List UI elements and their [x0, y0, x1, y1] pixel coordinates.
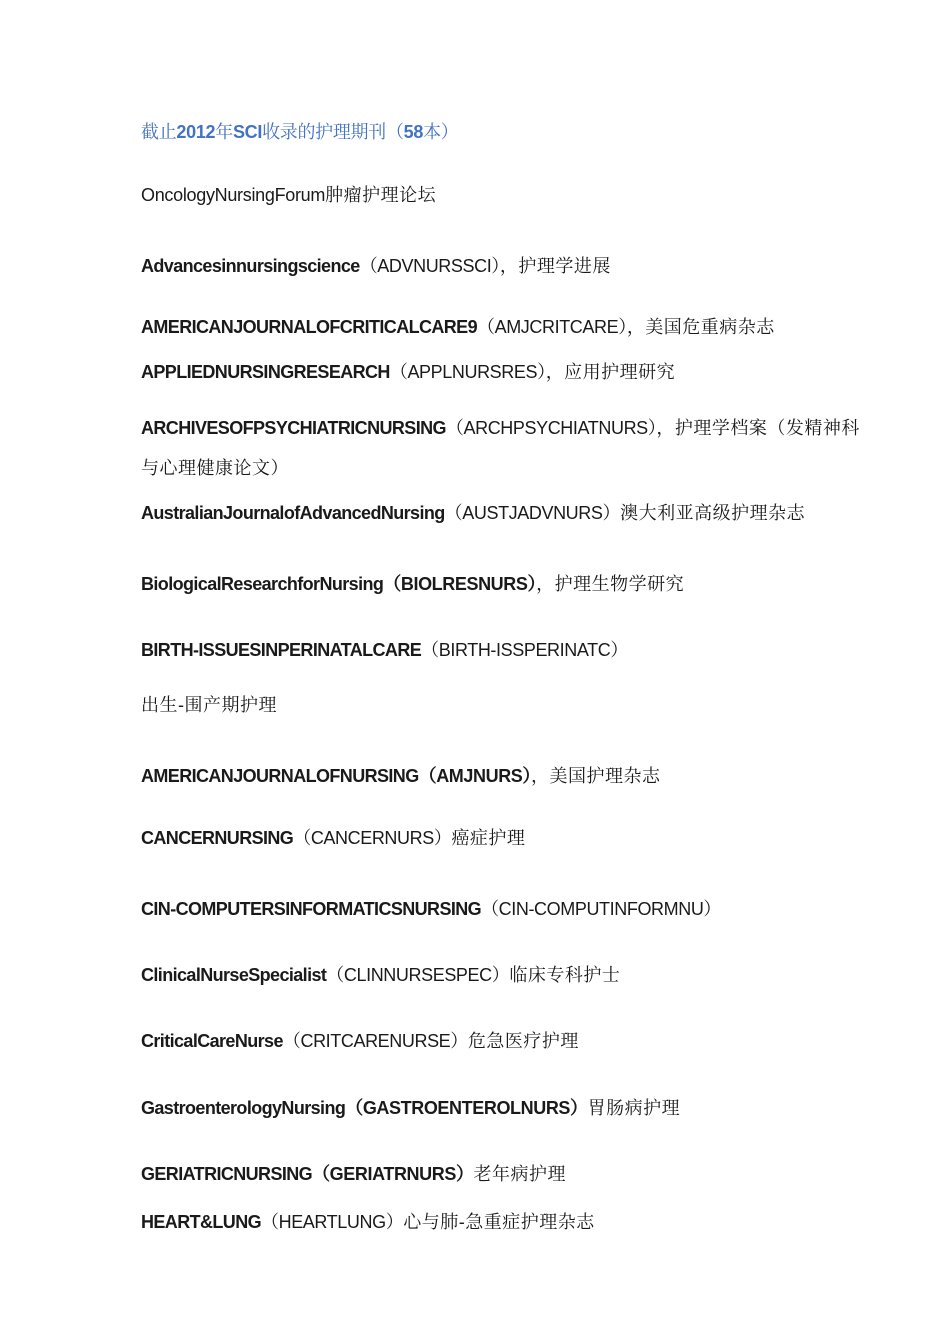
- journal-name: AMERICANJOURNALOFNURSING: [141, 766, 419, 786]
- journal-name: BIRTH-ISSUESINPERINATALCARE: [141, 640, 422, 660]
- journal-abbreviation: （CANCERNURS）: [293, 828, 452, 848]
- journal-entry: [141, 638, 821, 662]
- journal-chinese-name: ，护理学进展: [499, 256, 611, 276]
- journal-name: ClinicalNurseSpecialist: [141, 965, 327, 985]
- journal-entry: [141, 764, 821, 788]
- journal-chinese-name: 澳大利亚高级护理杂志: [620, 503, 806, 523]
- journal-abbreviation: （GASTROENTEROLNURS）: [345, 1098, 588, 1118]
- journal-chinese-name: 癌症护理: [451, 828, 526, 848]
- title-text: 收录的护理期刊（: [262, 122, 404, 142]
- journal-entry: [141, 1096, 821, 1120]
- journal-chinese-name: ，护理生物学研究: [536, 574, 685, 594]
- journal-chinese-name: 危急医疗护理: [467, 1031, 579, 1051]
- journal-abbreviation: （GERIATRNURS）: [312, 1164, 474, 1184]
- document-title: [141, 120, 821, 144]
- journal-abbreviation: （APPLNURSRES）: [389, 362, 546, 382]
- journal-name: AustralianJournalofAdvancedNursing: [141, 503, 445, 523]
- journal-entry-continuation: [141, 693, 821, 717]
- journal-chinese-name: ，美国护理杂志: [531, 766, 661, 786]
- journal-entry: [141, 1162, 821, 1186]
- journal-entry-continuation: [141, 456, 821, 480]
- journal-name: HEART&LUNG: [141, 1212, 261, 1232]
- journal-entry: [141, 826, 821, 850]
- journal-name: BiologicalResearchforNursing: [141, 574, 384, 594]
- journal-entry: [141, 572, 821, 596]
- journal-name: Advancesinnursingscience: [141, 256, 360, 276]
- journal-abbreviation: （BIOLRESNURS）: [383, 574, 537, 594]
- journal-entry: [141, 315, 821, 339]
- journal-abbreviation: （AMJNURS）: [418, 766, 532, 786]
- journal-chinese-name: 肿瘤护理论坛: [325, 185, 437, 205]
- journal-chinese-name: ，护理学档案（发精神科: [656, 418, 860, 438]
- journal-name: CANCERNURSING: [141, 828, 294, 848]
- journal-chinese-name: 胃肠病护理: [587, 1098, 681, 1118]
- journal-name: GERIATRICNURSING: [141, 1164, 313, 1184]
- journal-chinese-name: 与心理健康论文）: [141, 458, 289, 478]
- journal-entry: [141, 183, 821, 207]
- title-count: 58: [403, 122, 424, 142]
- journal-chinese-name: 出生-围产期护理: [141, 695, 277, 715]
- journal-abbreviation: （CIN-COMPUTINFORMNU）: [481, 899, 722, 919]
- journal-entry: [141, 254, 821, 278]
- journal-abbreviation: （CLINNURSESPEC）: [326, 965, 510, 985]
- journal-entry: [141, 1029, 821, 1053]
- journal-abbreviation: （ADVNURSSCI）: [359, 256, 500, 276]
- journal-chinese-name: ，美国危重病杂志: [626, 317, 775, 337]
- title-text: 年: [215, 122, 233, 142]
- title-sci: SCI: [232, 122, 263, 142]
- journal-entry: [141, 1210, 821, 1234]
- journal-abbreviation: （AMJCRITCARE）: [477, 317, 627, 337]
- journal-chinese-name: 临床专科护士: [509, 965, 621, 985]
- journal-chinese-name: 老年病护理: [473, 1164, 567, 1184]
- journal-name: GastroenterologyNursing: [141, 1098, 346, 1118]
- journal-name: CriticalCareNurse: [141, 1031, 283, 1051]
- journal-entry: [141, 416, 860, 440]
- journal-entry: [141, 501, 821, 525]
- journal-chinese-name: ，应用护理研究: [545, 362, 676, 382]
- journal-abbreviation: （CRITCARENURSE）: [282, 1031, 468, 1051]
- journal-name: CIN-COMPUTERSINFORMATICSNURSING: [141, 899, 482, 919]
- journal-name: ARCHIVESOFPSYCHIATRICNURSING: [141, 418, 446, 438]
- title-suffix: 本）: [423, 122, 459, 142]
- journal-name: OncologyNursingForum: [141, 185, 326, 205]
- journal-entry: [141, 897, 821, 921]
- journal-chinese-name: 心与肺-急重症护理杂志: [403, 1212, 595, 1232]
- journal-abbreviation: （AUSTJADVNURS）: [444, 503, 621, 523]
- journal-entry: [141, 360, 821, 384]
- journal-name: APPLIEDNURSINGRESEARCH: [141, 362, 390, 382]
- journal-abbreviation: （HEARTLUNG）: [261, 1212, 404, 1232]
- journal-abbreviation: （BIRTH-ISSPERINATC）: [421, 640, 628, 660]
- journal-name: AMERICANJOURNALOFCRITICALCARE9: [141, 317, 477, 337]
- title-prefix: 截止: [141, 122, 177, 142]
- journal-abbreviation: （ARCHPSYCHIATNURS）: [445, 418, 657, 438]
- title-year: 2012: [176, 122, 216, 142]
- journal-entry: [141, 963, 821, 987]
